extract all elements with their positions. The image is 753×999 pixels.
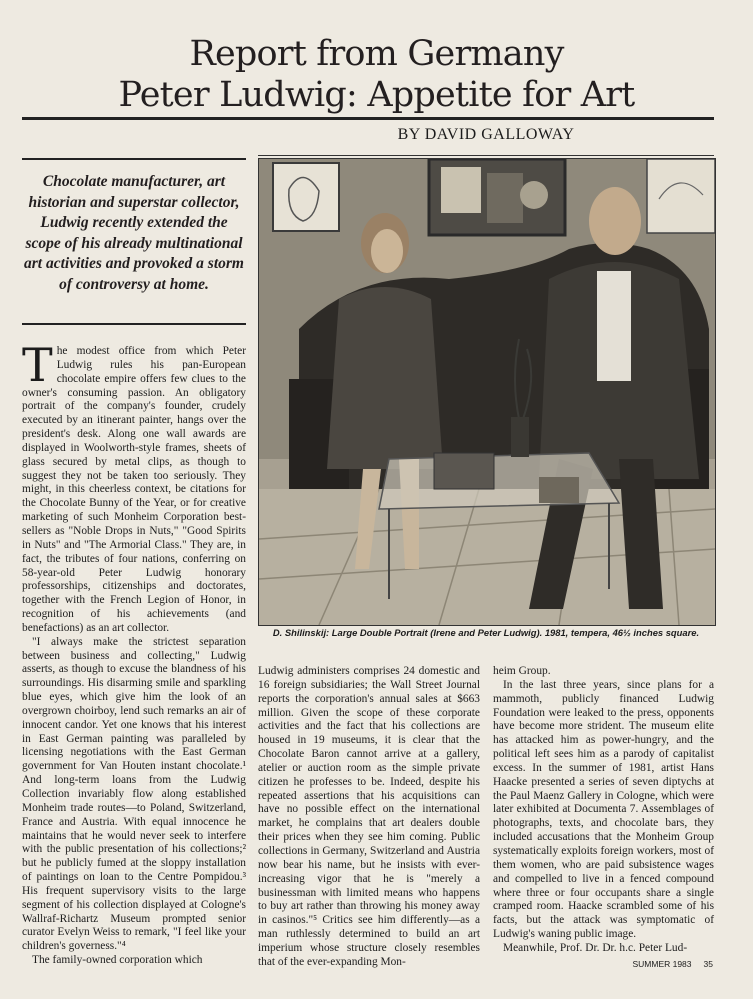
paragraph-5: In the last three years, since plans for a mammoth, publicly financed Ludwig Foundation were leaked to the press, opponents have become more strident. The museum elite has attacked him as power-hungry, and the political left sees him as a parody of capitalist excess. In the summer of 1981, artist Hans Haacke presented a series of seven diptychs at the Paul Maenz Gallery in Cologne, which were later exhibited at Documenta 7. Assemblages of photographs, texts, and chocolate bars, they included accusations that the Monheim Group systematically exploits foreign workers, most of them women, who are paid subsistence wages and compelled to live in a fenced compound where three or four occupants share a single cramped room. Haacke scrambled some of his facts, but the attack was symptomatic of Ludwig's waning public image.: [493, 678, 714, 941]
paragraph-6: Meanwhile, Prof. Dr. Dr. h.c. Peter Lud-: [503, 941, 688, 954]
drop-cap: T: [22, 338, 53, 392]
painting-image: [258, 158, 716, 626]
page-number: 35: [703, 959, 713, 969]
deck-top-rule: [22, 158, 246, 160]
column-1: [22, 338, 246, 968]
paragraph-4: heim Group.: [493, 665, 551, 677]
column-3: [493, 665, 714, 956]
column-2: [258, 665, 480, 970]
deck-bottom-rule: [22, 323, 246, 325]
paragraph-2: "I always make the strictest separation between business and collecting," Ludwig asserts, as though to excuse the blandness of his surroundings. His disarming smile and sparkling blue eyes, which give him the look of an overgrown choirboy, lend such remarks an air of innocent candor. Yet one knows that his interest in East German painting was paralleled by licensing negotiations with the East German government for Van Houten instant chocolate.¹ And long-term loans from the Ludwig Collection invariably flow along established Monheim trade routes—to Poland, Switzerland, France and Austria. With equal innocence he maintains that he would never seek to interfere with the public presentation of his collections;² but he publicly fumed at the sloppy installation of paintings on loan to the Centre Pompidou.³ His frequent supervisory visits to the large segment of his collection displayed at Cologne's Wallraf-Richartz Museum prompted senior curator Evelyn Weiss to remark, "I feel like your children's governess."⁴: [22, 635, 246, 953]
title-line-2: Peter Ludwig: Appetite for Art: [118, 75, 635, 115]
deck-subtitle: Chocolate manufacturer, art historian and superstar collector, Ludwig recently extended the scope of his already multinational art activities and provoked a storm of controversy at home.: [23, 173, 244, 293]
paragraph-1-text: he modest office from which Peter Ludwig rules his pan-European chocolate empire offers few clues to the owner's consuming passion. An obligatory portrait of the company's founder, crudely executed by an itinerant painter, hangs over the president's desk. Along one wall awards are displayed in Woolworth-style frames, sheets of glass secured by metal clips, as though to suggest they not be taken too seriously. They might, in this cheerless context, be citations for the Chocolate Bunny of the Year, or for creative marketing of such Monheim Corporation best-sellers as "Noble Drops in Nuts," "Good Spirits in Nuts" and "The Armorial Class." They are, in fact, the tributes of four nations, conferring on 58-year-old Peter Ludwig honorary professorships, citizenships and doctorates, together with the French Legion of Honor, in recognition of his achievements (and benefactions) as an art collector.: [22, 345, 246, 634]
title-rule: [22, 117, 714, 120]
byline: BY DAVID GALLOWAY: [397, 126, 575, 143]
double-portrait-illustration: [259, 159, 715, 625]
image-caption: D. Shilinskij: Large Double Portrait (Irene and Peter Ludwig). 1981, tempera, 46½ inches square.: [272, 627, 700, 638]
paragraph-1: [22, 338, 246, 636]
issue-label: SUMMER 1983: [632, 959, 692, 969]
page-footer: [620, 959, 713, 969]
paragraph-3: The family-owned corporation which: [32, 954, 203, 967]
column-2-text: Ludwig administers comprises 24 domestic and 16 foreign subsidiaries; the Wall Street Journal reports the corporation's annual sales at $663 million. Given the scope of these corporate activities and the fact that his collections are housed in 19 museums, it is clear that the Chocolate Baron cannot arrive at a gallery, atelier or auction room as the simple private citizen he professes to be. Indeed, despite his repeated assertions that his acquisitions can have no possible effect on the international market, he complains that art dealers double their prices when they see him coming. Public collections in Germany, Switzerland and Austria now bear his name, but he insists with ever-increasing vigor that he is "merely a businessman with limited means who happens to buy art rather than throwing his money away in casinos."⁵ Critics see him differently—as a man ruthlessly determined to build an art imperium whose structure closely resembles that of the ever-expanding Mon-: [258, 665, 480, 968]
byline-rule: [258, 155, 714, 156]
title-line-1: Report from Germany: [189, 34, 564, 74]
article-title: [0, 34, 753, 116]
